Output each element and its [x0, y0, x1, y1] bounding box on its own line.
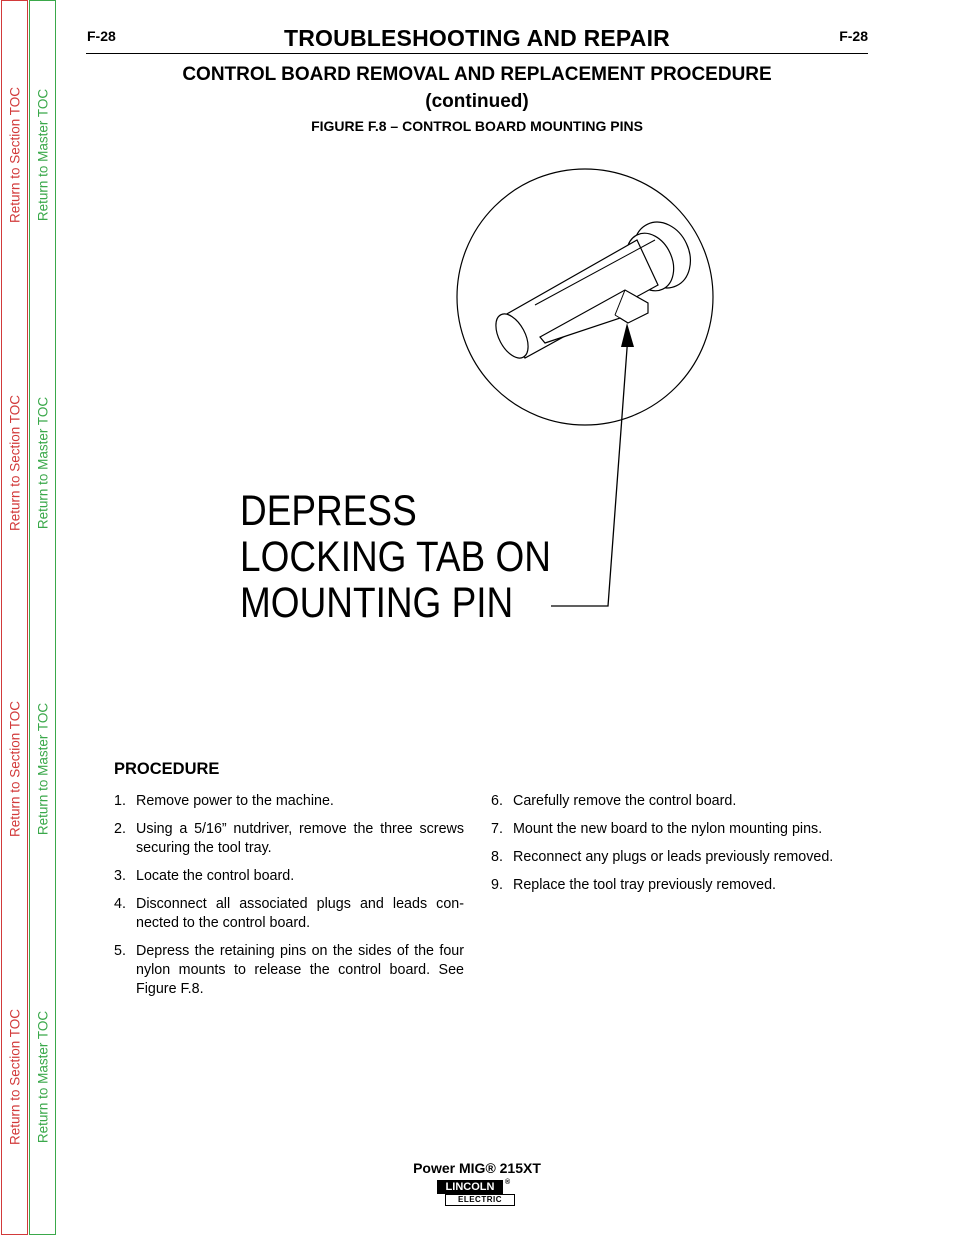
return-to-master-toc-link[interactable]: Return to Master TOC [35, 88, 50, 222]
logo-top-text: LINCOLN [437, 1180, 503, 1194]
callout-line: MOUNTING PIN [240, 579, 514, 627]
procedure-step: 4. Disconnect all associated plugs and leads con-nected to the control board. [114, 896, 464, 931]
procedure-step: 6. Carefully remove the control board. [491, 793, 737, 809]
procedure-step: 5. Depress the retaining pins on the sides of the four nylon mounts to release the control board. See Figure F.8. [114, 943, 464, 997]
section-title-continued: (continued) [425, 91, 529, 112]
procedure-step: 3. Locate the control board. [114, 868, 295, 884]
figure-callout-text [240, 488, 551, 626]
return-to-master-toc-link[interactable]: Return to Master TOC [35, 1010, 50, 1144]
return-to-master-toc-link[interactable]: Return to Master TOC [35, 396, 50, 530]
page-number-left: F-28 [87, 28, 116, 44]
lincoln-electric-logo [435, 1178, 515, 1207]
procedure-column-left [114, 792, 464, 1008]
procedure-step: 7. Mount the new board to the nylon mounting pins. [491, 821, 823, 837]
procedure-heading: PROCEDURE [114, 760, 220, 778]
page-number-right: F-28 [839, 28, 868, 44]
procedure-step: 8. Reconnect any plugs or leads previously removed. [491, 849, 834, 865]
procedure-step: 1. Remove power to the machine. [114, 793, 334, 809]
procedure-step: 2. Using a 5/16” nutdriver, remove the three screws securing the tool tray. [114, 821, 464, 856]
logo-bottom-text: ELECTRIC [445, 1194, 515, 1206]
logo-registered-mark: ® [505, 1179, 511, 1186]
return-to-section-toc-link[interactable]: Return to Section TOC [7, 700, 22, 838]
callout-line: DEPRESS [240, 487, 417, 535]
section-title-line: CONTROL BOARD REMOVAL AND REPLACEMENT PROCEDURE [182, 64, 772, 85]
page-header-title: TROUBLESHOOTING AND REPAIR [284, 25, 670, 51]
return-to-master-toc-link[interactable]: Return to Master TOC [35, 702, 50, 836]
return-to-section-toc-link[interactable]: Return to Section TOC [7, 394, 22, 532]
procedure-step: 9. Replace the tool tray previously removed. [491, 877, 777, 893]
return-to-section-toc-link[interactable]: Return to Section TOC [7, 86, 22, 224]
figure-caption: FIGURE F.8 – CONTROL BOARD MOUNTING PINS [311, 118, 643, 134]
procedure-column-right [491, 792, 841, 904]
return-to-section-toc-link[interactable]: Return to Section TOC [7, 1008, 22, 1146]
footer-product-name: Power MIG® 215XT [413, 1160, 541, 1176]
callout-line: LOCKING TAB ON [240, 533, 551, 581]
